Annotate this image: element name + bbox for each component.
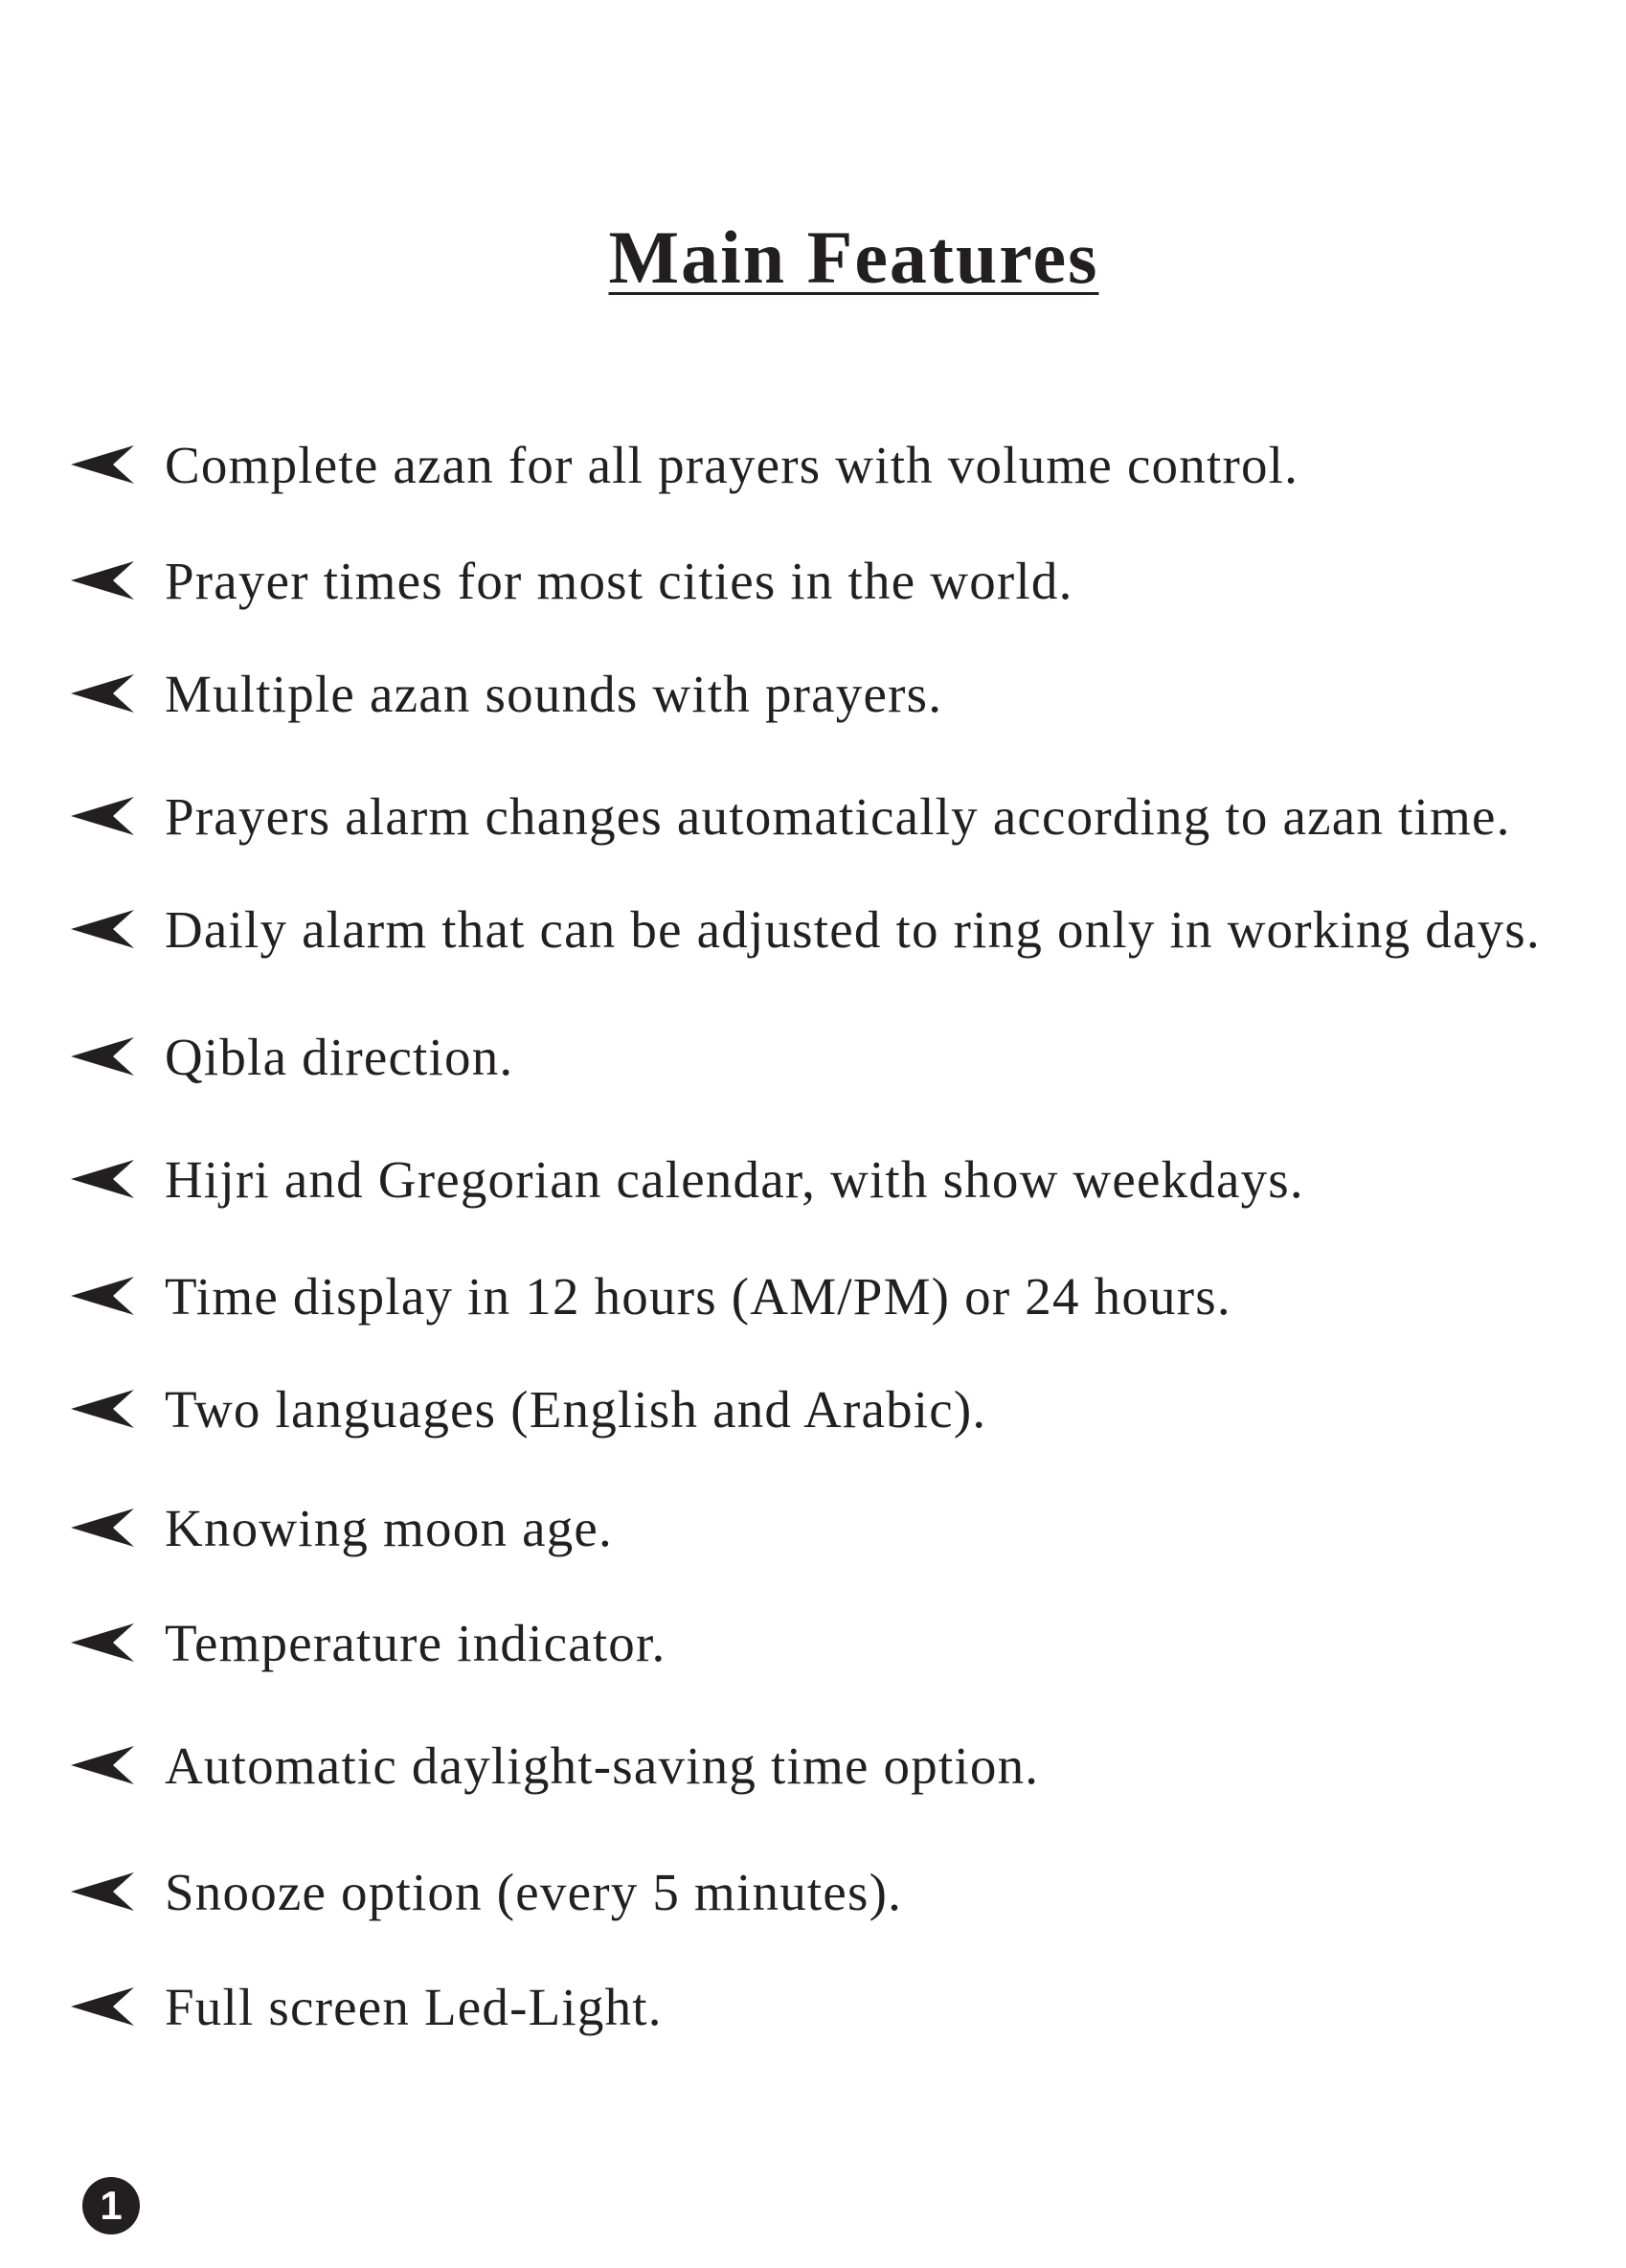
feature-item: [69, 1732, 1601, 1799]
arrow-left-icon: [69, 671, 136, 715]
feature-item: [69, 1145, 1601, 1213]
feature-text: Full screen Led-Light.: [165, 1977, 663, 2036]
feature-text: Daily alarm that can be adjusted to ring only in working days.: [165, 899, 1541, 959]
feature-text: Automatic daylight-saving time option.: [165, 1735, 1040, 1795]
arrow-left-icon: [69, 1870, 136, 1914]
feature-item: [69, 547, 1601, 614]
feature-text: Qibla direction.: [165, 1027, 514, 1086]
page-number: 1: [100, 2183, 123, 2228]
feature-text: Multiple azan sounds with prayers.: [165, 664, 943, 723]
feature-text: Temperature indicator.: [165, 1613, 666, 1672]
feature-text: Prayers alarm changes automatically according to azan time.: [165, 786, 1511, 846]
arrow-left-icon: [69, 1621, 136, 1665]
arrow-left-icon: [69, 1157, 136, 1201]
feature-item: [69, 1375, 1601, 1442]
feature-item: [69, 1262, 1601, 1329]
feature-item: [69, 1023, 1601, 1090]
feature-text: Knowing moon age.: [165, 1498, 613, 1557]
feature-item: [69, 1494, 1601, 1561]
feature-text: Snooze option (every 5 minutes).: [165, 1862, 903, 1921]
arrow-left-icon: [69, 442, 136, 487]
feature-text: Time display in 12 hours (AM/PM) or 24 hours.: [165, 1266, 1231, 1326]
arrow-left-icon: [69, 1506, 136, 1550]
arrow-left-icon: [69, 1034, 136, 1078]
feature-text: Hijri and Gregorian calendar, with show weekdays.: [165, 1149, 1304, 1209]
feature-text: Two languages (English and Arabic).: [165, 1379, 987, 1439]
feature-item: [69, 660, 1601, 727]
feature-item: [69, 896, 1601, 963]
arrow-left-icon: [69, 1984, 136, 2029]
arrow-left-icon: [69, 1743, 136, 1787]
arrow-left-icon: [69, 907, 136, 951]
page-number-badge: [82, 2177, 140, 2234]
arrow-left-icon: [69, 558, 136, 602]
feature-item: [69, 1973, 1601, 2040]
page-title-text: Main Features: [608, 215, 1099, 300]
feature-item: [69, 1609, 1601, 1676]
arrow-left-icon: [69, 1387, 136, 1431]
feature-item: [69, 431, 1601, 498]
feature-text: Prayer times for most cities in the world.: [165, 551, 1073, 610]
arrow-left-icon: [69, 1274, 136, 1318]
arrow-left-icon: [69, 794, 136, 838]
feature-item: [69, 782, 1601, 850]
feature-text: Complete azan for all prayers with volume control.: [165, 435, 1299, 494]
feature-item: [69, 1858, 1601, 1925]
